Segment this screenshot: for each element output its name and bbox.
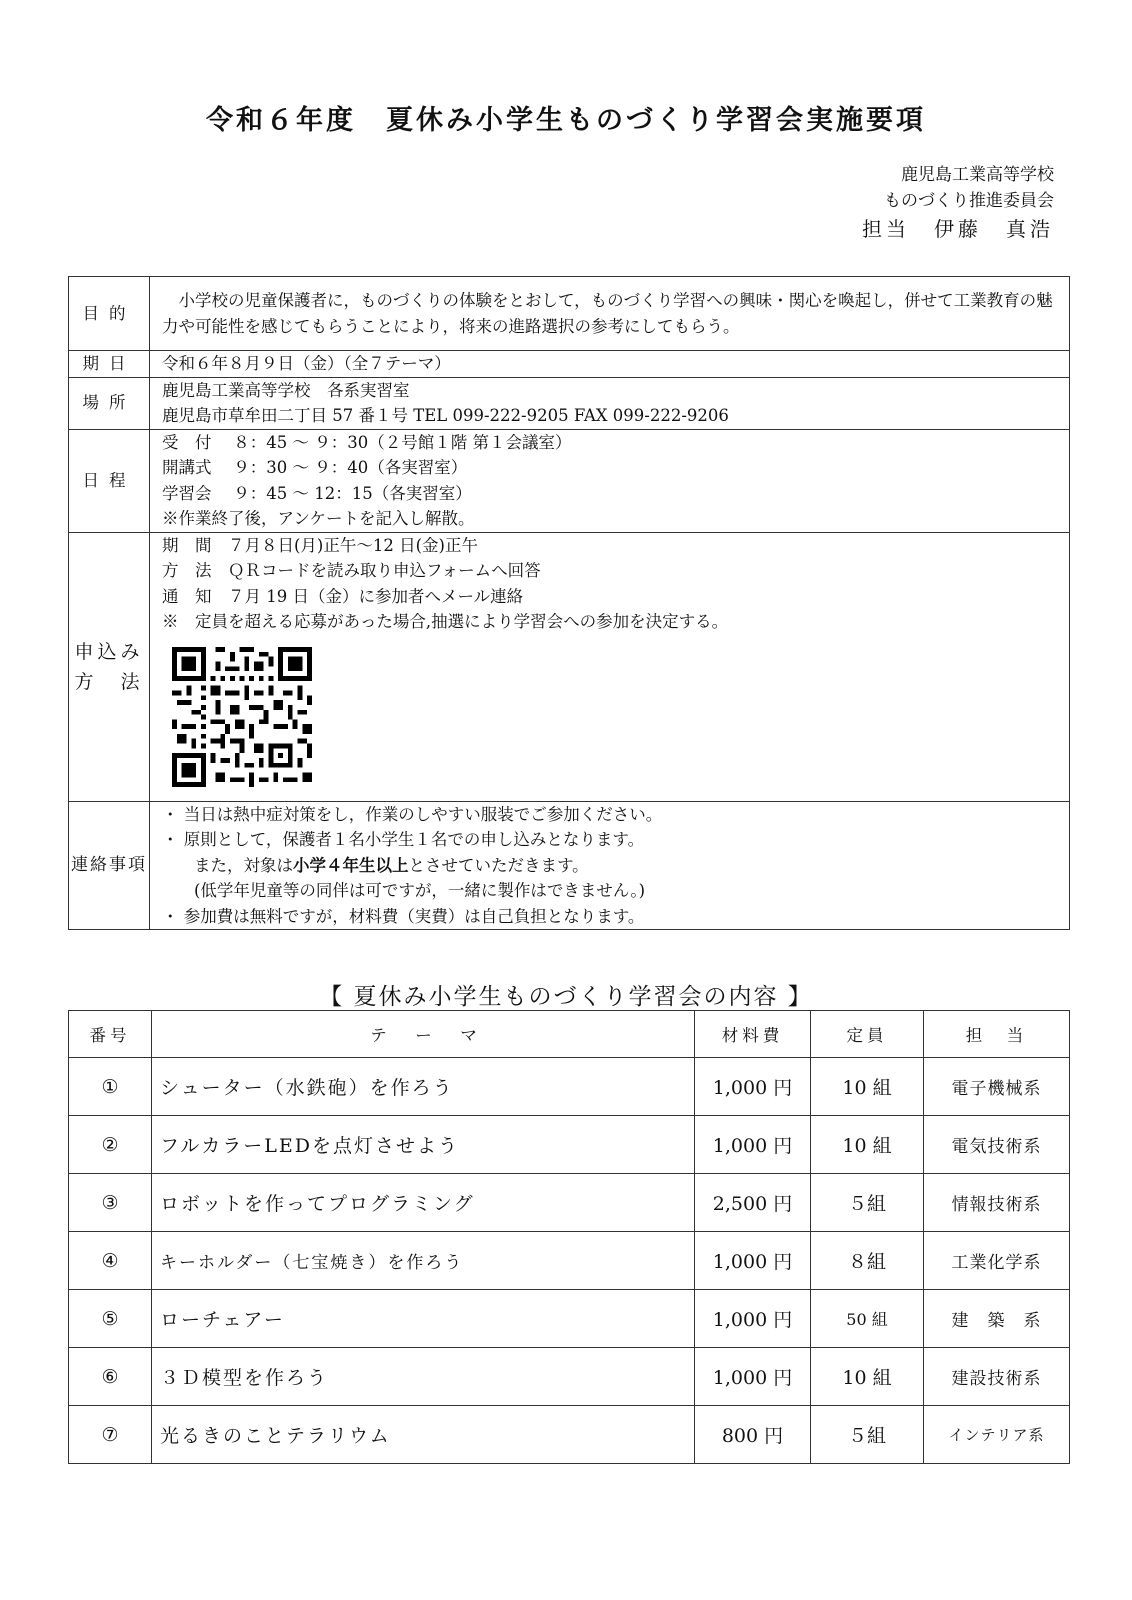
row-capacity: ５組 <box>811 1406 924 1464</box>
application-row <box>69 532 1070 801</box>
place-line-2: 鹿児島市草牟田二丁目 57 番１号 TEL 099-222-9205 FAX 099-222-9206 <box>162 406 729 425</box>
schedule-row <box>69 429 1070 532</box>
place-line-1: 鹿児島工業高等学校 各系実習室 <box>162 380 410 400</box>
row-dept: 電気技術系 <box>924 1116 1070 1174</box>
row-cost: 2,500 円 <box>695 1174 811 1232</box>
row-cost: 1,000 円 <box>695 1232 811 1290</box>
row-theme: 光るきのことテラリウム <box>152 1406 695 1464</box>
table-header-row <box>69 1011 1070 1058</box>
application-label-line-2: 方 法 <box>74 670 144 693</box>
purpose-row <box>69 277 1070 351</box>
schedule-line: ※作業終了後，アンケートを記入し解散。 <box>162 509 475 528</box>
application-line: ※ 定員を超える応募があった場合,抽選により学習会への参加を決定する。 <box>162 612 729 631</box>
date-label: 期日 <box>69 351 150 378</box>
header-capacity: 定員 <box>811 1011 924 1058</box>
row-dept: インテリア系 <box>924 1406 1070 1464</box>
row-theme: ローチェアー <box>152 1290 695 1348</box>
school-name: 鹿児島工業高等学校 <box>901 165 1054 185</box>
row-capacity: 50 組 <box>811 1290 924 1348</box>
table-row <box>69 1058 1070 1116</box>
row-theme: ロボットを作ってプログラミング <box>152 1174 695 1232</box>
application-line: 通 知 ７月 19 日（金）に参加者へメール連絡 <box>162 586 524 606</box>
note-target-post: とさせていただきます。 <box>408 855 589 875</box>
notes-row <box>69 801 1070 930</box>
header-number: 番号 <box>69 1011 152 1058</box>
note-target-emphasis: 小学４年生以上 <box>293 855 409 875</box>
row-dept: 建 築 系 <box>924 1290 1070 1348</box>
organizer-block <box>862 162 1054 242</box>
row-number: ① <box>69 1058 152 1116</box>
info-table <box>68 276 1070 930</box>
purpose-text: 小学校の児童保護者に，ものづくりの体験をとおして，ものづくり学習への興味・関心を喚起し，併せて工業教育の魅力や可能性を感じてもらうことにより，将来の進路選択の参考にしてもらう。 <box>150 277 1070 351</box>
schedule-line: 受 付 ８：45 〜 ９：30（２号館１階 第１会議室） <box>162 432 572 452</box>
row-number: ⑥ <box>69 1348 152 1406</box>
qr-code[interactable] <box>172 647 312 787</box>
header-theme: テ ー マ <box>152 1011 695 1058</box>
date-text: 令和６年８月９日（金）（全７テーマ） <box>150 351 1070 378</box>
section-title: 【 夏休み小学生ものづくり学習会の内容 】 <box>319 984 813 1010</box>
row-dept: 電子機械系 <box>924 1058 1070 1116</box>
note-line-target <box>162 853 1057 879</box>
date-row <box>69 351 1070 378</box>
page-title: 令和６年度 夏休み小学生ものづくり学習会実施要項 <box>206 105 926 136</box>
row-number: ④ <box>69 1232 152 1290</box>
header-dept: 担 当 <box>924 1011 1070 1058</box>
row-capacity: 10 組 <box>811 1058 924 1116</box>
row-theme: フルカラーLEDを点灯させよう <box>152 1116 695 1174</box>
table-row <box>69 1116 1070 1174</box>
application-line: 方 法 ＱＲコードを読み取り申込フォームへ回答 <box>162 561 541 580</box>
row-cost: 1,000 円 <box>695 1348 811 1406</box>
row-theme: シューター（水鉄砲）を作ろう <box>152 1058 695 1116</box>
row-cost: 1,000 円 <box>695 1058 811 1116</box>
note-line: ・ 参加費は無料ですが，材料費（実費）は自己負担となります。 <box>162 906 645 926</box>
table-row <box>69 1174 1070 1232</box>
notes-label: 連絡事項 <box>69 801 150 930</box>
schedule-line: 開講式 ９：30 〜 ９：40（各実習室） <box>162 458 468 477</box>
row-dept: 工業化学系 <box>924 1232 1070 1290</box>
row-dept: 情報技術系 <box>924 1174 1070 1232</box>
place-row <box>69 377 1070 429</box>
purpose-label: 目的 <box>69 277 150 351</box>
row-cost: 1,000 円 <box>695 1116 811 1174</box>
application-line: 期 間 ７月８日(月)正午〜12 日(金)正午 <box>162 535 478 555</box>
place-label: 場所 <box>69 377 150 429</box>
row-number: ⑦ <box>69 1406 152 1464</box>
note-line: ・ 当日は熱中症対策をし，作業のしやすい服装でご参加ください。 <box>162 804 663 824</box>
note-target-pre: また，対象は <box>194 855 293 875</box>
committee-name: ものづくり推進委員会 <box>884 191 1054 211</box>
row-cost: 1,000 円 <box>695 1290 811 1348</box>
row-capacity: ５組 <box>811 1174 924 1232</box>
row-capacity: 10 組 <box>811 1348 924 1406</box>
row-dept: 建設技術系 <box>924 1348 1070 1406</box>
note-line: (低学年児童等の同伴は可ですが，一緒に製作はできません。) <box>194 881 646 900</box>
row-theme: キーホルダー（七宝焼き）を作ろう <box>152 1232 695 1290</box>
note-line: ・ 原則として，保護者１名小学生１名での申し込みとなります。 <box>162 830 645 849</box>
content-table <box>68 1010 1070 1464</box>
row-number: ② <box>69 1116 152 1174</box>
table-row <box>69 1406 1070 1464</box>
table-row <box>69 1290 1070 1348</box>
table-row <box>69 1348 1070 1406</box>
contact-person: 担当 伊藤 真浩 <box>862 217 1054 241</box>
header-cost: 材料費 <box>695 1011 811 1058</box>
row-cost: 800 円 <box>695 1406 811 1464</box>
application-label <box>69 532 150 801</box>
row-theme: ３Ｄ模型を作ろう <box>152 1348 695 1406</box>
row-capacity: 10 組 <box>811 1116 924 1174</box>
schedule-label: 日程 <box>69 429 150 532</box>
table-row <box>69 1232 1070 1290</box>
row-capacity: ８組 <box>811 1232 924 1290</box>
row-number: ⑤ <box>69 1290 152 1348</box>
application-label-line-1: 申込み <box>74 640 144 663</box>
schedule-line: 学習会 ９：45 〜 12：15（各実習室） <box>162 483 472 503</box>
row-number: ③ <box>69 1174 152 1232</box>
